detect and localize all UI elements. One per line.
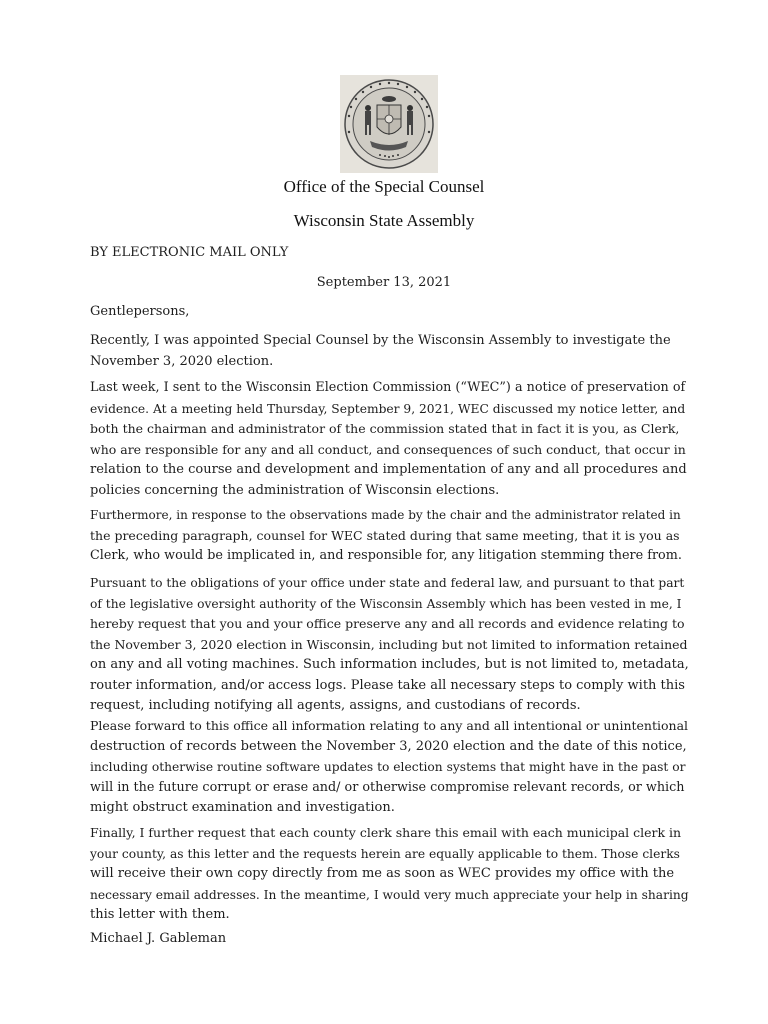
paragraph-line: who are responsible for any and all conduct, and consequences of such conduct, that occur in [90,441,686,457]
office-title: Office of the Special Counsel [283,177,485,196]
paragraph-counsel-statement [90,505,690,567]
signature-name: Michael J. Gableman [90,931,227,946]
paragraph-appointment [90,331,690,372]
paragraph-line: relation to the course and development and implementation of any and all procedures and [90,462,687,477]
paragraph-line: hereby request that you and your office preserve any and all records and evidence relating to [90,616,685,631]
assembly-title: Wisconsin State Assembly [293,211,475,230]
paragraph-line: the preceding paragraph, counsel for WEC stated during that same meeting, that it is you as [90,527,680,543]
paragraph-line: including otherwise routine software updates to election systems that might have in the past or [90,760,686,774]
paragraph-line: this letter with them. [90,907,230,922]
paragraph-line: of the legislative oversight authority of the Wisconsin Assembly which has been vested in me, I [90,596,682,611]
paragraph-line: the November 3, 2020 election in Wisconsin, including but not limited to information retained [90,636,688,652]
paragraph-line: evidence. At a meeting held Thursday, September 9, 2021, WEC discussed my notice letter, and [90,401,686,416]
paragraph-line: Please forward to this office all information relating to any and all intentional or unintentional [90,718,689,733]
paragraph-destruction-records [90,716,690,819]
paragraph-line: necessary email addresses. In the meantime, I would very much appreciate your help in sharing [90,887,689,902]
letter-date: September 13, 2021 [316,275,452,290]
paragraph-preservation-request [90,573,690,717]
paragraph-line: November 3, 2020 election. [90,353,274,369]
seal-graphic [340,75,438,173]
paragraph-line: both the chairman and administrator of the commission stated that in fact it is you, as Clerk, [90,421,680,436]
paragraph-line: request, including notifying all agents, assigns, and custodians of records. [90,698,581,713]
paragraph-line: Clerk, who would be implicated in, and responsible for, any litigation stemming there from. [90,548,682,563]
paragraph-share-request [90,823,690,926]
paragraph-line: router information, and/or access logs. Please take all necessary steps to comply with this [90,677,685,693]
paragraph-line: Furthermore, in response to the observations made by the chair and the administrator related in [90,508,681,522]
paragraph-line: might obstruct examination and investigation. [90,800,395,815]
paragraph-line: Finally, I further request that each county clerk share this email with each municipal clerk in [90,825,682,840]
paragraph-line: policies concerning the administration of Wisconsin elections. [90,482,500,498]
paragraph-line: will receive their own copy directly from me as soon as WEC provides my office with the [90,866,675,881]
paragraph-line: Last week, I sent to the Wisconsin Election Commission (“WEC”) a notice of preservation of [90,380,686,395]
paragraph-wec-notice [90,378,690,501]
salutation: Gentlepersons, [90,304,190,319]
paragraph-line: Pursuant to the obligations of your office under state and federal law, and pursuant to that part [90,576,685,590]
paragraph-line: on any and all voting machines. Such information includes, but is not limited to, metadata, [90,657,689,672]
paragraph-line: your county, as this letter and the requests herein are equally applicable to them. Those clerks [90,846,680,861]
delivery-method: BY ELECTRONIC MAIL ONLY [90,245,289,260]
paragraph-line: destruction of records between the November 3, 2020 election and the date of this notice, [90,738,687,754]
paragraph-line: will in the future corrupt or erase and/ or otherwise compromise relevant records, or which [90,779,685,795]
paragraph-line: Recently, I was appointed Special Counsel by the Wisconsin Assembly to investigate the [90,333,671,348]
wisconsin-state-seal-icon [340,75,438,173]
